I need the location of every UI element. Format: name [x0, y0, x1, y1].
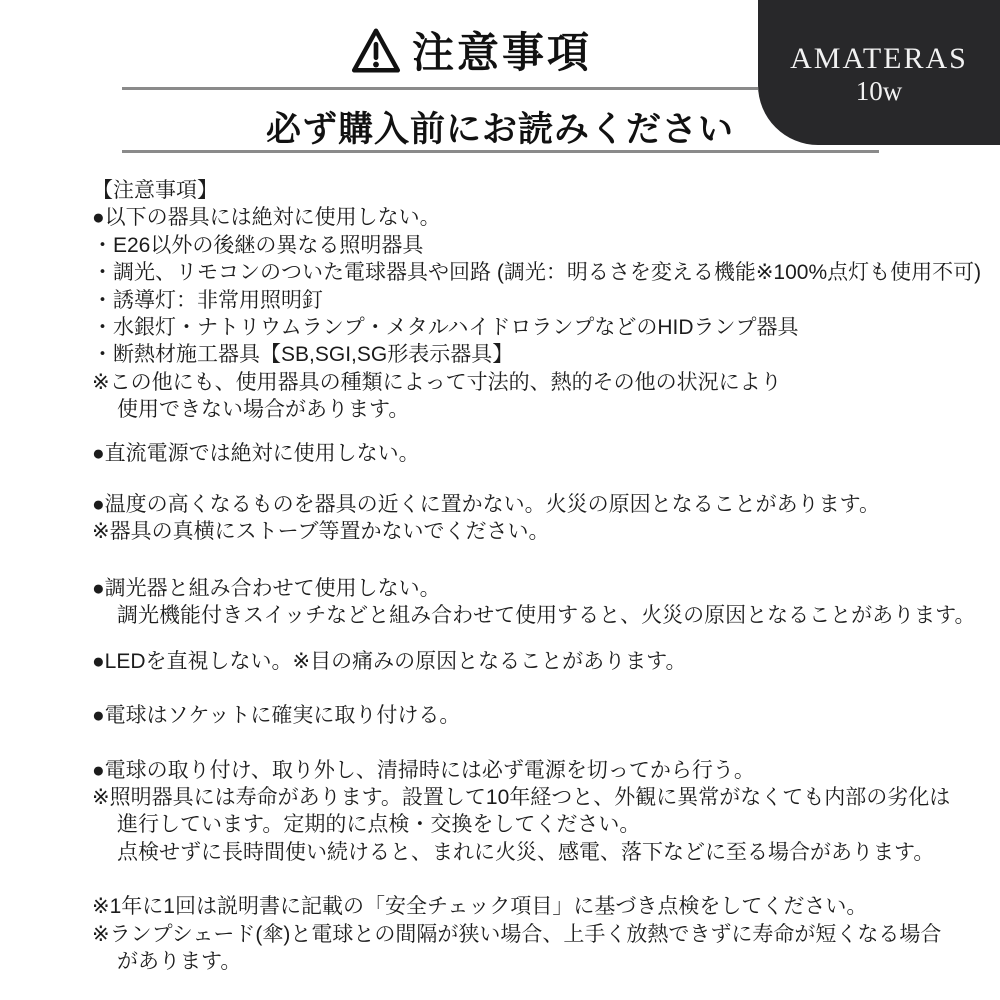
caution-line: ※ランプシェード(傘)と電球との間隔が狭い場合、上手く放熱できずに寿命が短くなる場合 — [92, 922, 942, 946]
brand-name: AMATERAS — [790, 42, 968, 75]
brand-wattage: 10w — [855, 76, 903, 106]
caution-block — [92, 648, 972, 675]
caution-block — [92, 893, 972, 975]
caution-line: 調光機能付きスイッチなどと組み合わせて使用すると、火災の原因となることがあります。 — [117, 604, 976, 628]
caution-block — [92, 491, 972, 546]
caution-line: ・断熱材施工器具【SB,SGI,SG形表示器具】 — [92, 343, 514, 367]
page-subtitle: 必ず購入前にお読みください — [265, 110, 735, 149]
caution-block — [92, 575, 976, 630]
caution-line: ●直流電源では絶対に使用しない。 — [92, 441, 420, 465]
caution-line: ※照明器具には寿命があります。設置して10年経つと、外観に異常がなくても内部の劣化は — [92, 785, 951, 809]
caution-line: 進行しています。定期的に点検・交換をしてください。 — [117, 813, 641, 837]
divider-bottom — [122, 150, 879, 153]
divider-top — [122, 87, 758, 90]
warning-triangle-icon — [350, 26, 402, 75]
page-title-row — [350, 20, 592, 80]
caution-block — [92, 440, 972, 467]
caution-line: 使用できない場合があります。 — [117, 398, 410, 422]
caution-block — [92, 757, 972, 867]
caution-block — [92, 702, 972, 729]
caution-line: ●調光器と組み合わせて使用しない。 — [92, 576, 441, 600]
caution-line: ・水銀灯・ナトリウムランプ・メタルハイドロランプなどのHIDランプ器具 — [92, 316, 799, 340]
caution-line: ●電球はソケットに確実に取り付ける。 — [92, 704, 461, 728]
caution-line: 【注意事項】 — [92, 179, 218, 202]
caution-line: ・調光、リモコンのついた電球器具や回路 (調光：明るさを変える機能※100%点灯も使用不可) — [92, 261, 982, 285]
caution-line: があります。 — [117, 949, 242, 973]
caution-line: ※1年に1回は説明書に記載の「安全チェック項目」に基づき点検をしてください。 — [92, 895, 868, 919]
caution-body — [92, 177, 982, 975]
caution-line: ※この他にも、使用器具の種類によって寸法的、熱的その他の状況により — [92, 370, 782, 394]
caution-block — [92, 177, 982, 424]
caution-line: ・E26以外の後継の異なる照明器具 — [92, 233, 424, 257]
brand-badge — [758, 0, 1000, 145]
caution-line: ※器具の真横にストーブ等置かないでください。 — [92, 520, 550, 544]
caution-line: ●温度の高くなるものを器具の近くに置かない。火災の原因となることがあります。 — [92, 493, 881, 517]
caution-line: 点検せずに長時間使い続けると、まれに火災、感電、落下などに至る場合があります。 — [117, 840, 935, 864]
caution-line: ・誘導灯：非常用照明釘 — [92, 288, 323, 312]
caution-line: ●LEDを直視しない。※目の痛みの原因となることがあります。 — [92, 649, 687, 673]
page-title: 注意事項 — [411, 29, 593, 76]
caution-line: ●以下の器具には絶対に使用しない。 — [92, 206, 441, 230]
caution-line: ●電球の取り付け、取り外し、清掃時には必ず電源を切ってから行う。 — [92, 758, 755, 782]
